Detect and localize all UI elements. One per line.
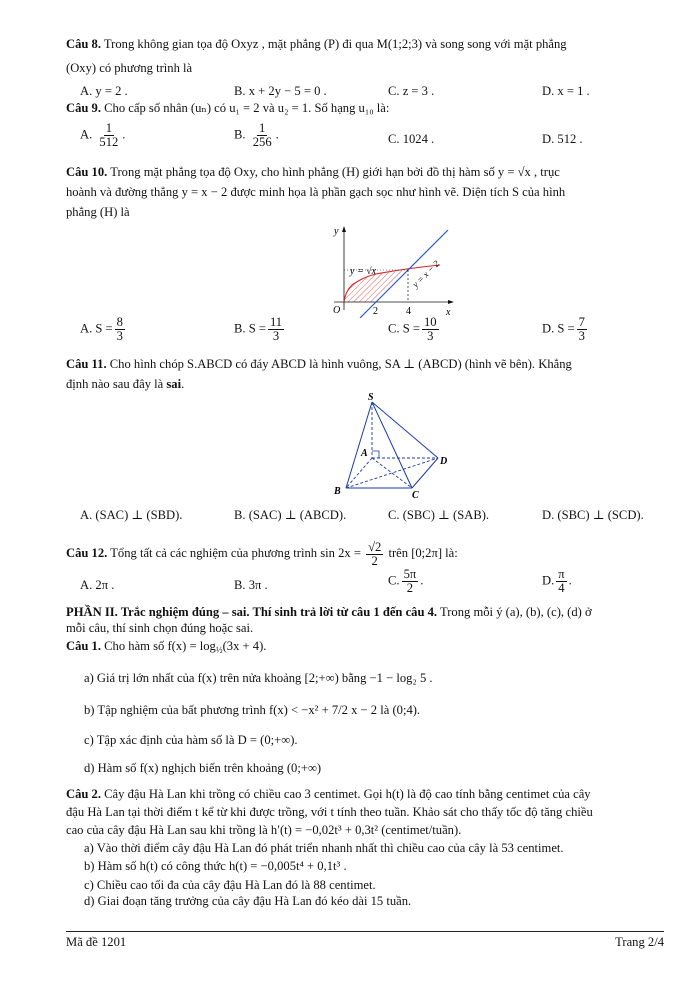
curve-label: y = √x bbox=[350, 266, 377, 277]
q10-option-d: D. S = $\frac{7}{3}$ bbox=[542, 315, 585, 343]
p2q2-line1: Câu 2. Cây đậu Hà Lan khi trồng có chiều cao 3 centimet. Gọi h(t) là độ cao tính bằng centimet của cây bbox=[66, 787, 591, 801]
q8-option-b: B. x + 2y − 5 = 0 . bbox=[234, 84, 327, 98]
q8-option-d: D. x = 1 . bbox=[542, 84, 590, 98]
p2q1-head: Câu 1. bbox=[66, 639, 101, 653]
q9-option-d: D. 512 . bbox=[542, 132, 583, 146]
q9-head: Câu 9. bbox=[66, 101, 101, 115]
q11-keyword: sai bbox=[166, 377, 182, 391]
label-A: A bbox=[361, 448, 368, 459]
q9-line1 bbox=[66, 100, 389, 116]
footer-rule bbox=[66, 931, 664, 932]
origin-label: O bbox=[333, 305, 341, 316]
q9-options bbox=[80, 122, 660, 158]
p2q2-head: Câu 2. bbox=[66, 787, 101, 801]
tick-4: 4 bbox=[406, 306, 411, 317]
label-B: B bbox=[334, 486, 341, 497]
q8-line2: (Oxy) có phương trình là bbox=[66, 61, 193, 75]
x-label: x bbox=[446, 307, 451, 318]
q10-option-b: B. S = $\frac{11}{3}$ bbox=[234, 315, 283, 343]
q8-line1 bbox=[66, 36, 567, 52]
q11-option-a: A. (SAC) ⊥ (SBD). bbox=[80, 508, 183, 522]
q11-text1: Cho hình chóp S.ABCD có đáy ABCD là hình vuông, SA ⊥ (ABCD) (hình vẽ bên). Khẳng bbox=[109, 357, 572, 371]
p2q2-line3: cao của cây đậu Hà Lan sau khi trồng là h′(t) = −0,02t³ + 0,3t² (centimet/tuần). bbox=[66, 823, 462, 837]
fraction: $\frac{1}{512}$ bbox=[99, 121, 119, 149]
fraction: $\frac{√2}{2}$ bbox=[368, 539, 382, 568]
q10-graph bbox=[320, 222, 460, 318]
p2q2-item-c: c) Chiều cao tối đa của cây đậu Hà Lan đó là 88 centimet. bbox=[84, 878, 376, 892]
q10-line3: phẳng (H) là bbox=[66, 205, 130, 219]
q11-options bbox=[80, 506, 660, 528]
part2-line1: PHẦN II. Trắc nghiệm đúng – sai. Thí sinh trả lời từ câu 1 đến câu 4. Trong mỗi ý (a), (b), (c), (d) ở bbox=[66, 605, 592, 619]
diag-AC bbox=[372, 458, 412, 488]
q11-option-c: C. (SBC) ⊥ (SAB). bbox=[388, 508, 490, 522]
edge-SD bbox=[372, 402, 438, 458]
q11-head: Câu 11. bbox=[66, 357, 107, 371]
p2q1-item-c: c) Tập xác định của hàm số là D = (0;+∞). bbox=[84, 733, 298, 747]
q10-options bbox=[80, 316, 660, 352]
q10-head: Câu 10. bbox=[66, 165, 108, 179]
p2q2-item-b: b) Hàm số h(t) có công thức h(t) = −0,005t⁴ + 0,1t³ . bbox=[84, 859, 347, 873]
q11-line2: định nào sau đây là sai. bbox=[66, 377, 185, 391]
q10-option-a: A. S = $\frac{8}{3}$ bbox=[80, 315, 123, 343]
exam-code: Mã đề 1201 bbox=[66, 935, 127, 949]
q8-head: Câu 8. bbox=[66, 37, 101, 51]
edge-SB bbox=[346, 402, 372, 488]
y-label: y bbox=[334, 226, 339, 237]
q8-text1: Trong không gian tọa độ Oxyz , mặt phẳng (P) đi qua M(1;2;3) và song song với mặt phẳng bbox=[103, 37, 567, 51]
p2q1-line: Câu 1. Cho hàm số $f(x) = \log_{\frac{1}{2}}(3x + 4)$. bbox=[66, 639, 267, 655]
part2-title: PHẦN II. Trắc nghiệm đúng – sai. Thí sinh trả lời từ câu 1 đến câu 4. bbox=[66, 605, 438, 619]
right-angle-mark bbox=[372, 451, 379, 458]
q8-option-c: C. z = 3 . bbox=[388, 84, 435, 98]
part2-line2: mỗi câu, thí sinh chọn đúng hoặc sai. bbox=[66, 621, 254, 635]
q9-option-b: B. $\frac{1}{256}$ . bbox=[234, 121, 279, 149]
p2q2-item-d: d) Giai đoạn tăng trưởng của cây đậu Hà Lan đó kéo dài 15 tuần. bbox=[84, 894, 412, 908]
q10-text1: Trong mặt phẳng tọa độ Oxy, cho hình phẳng (H) giới hạn bởi đồ thị hàm số y = √x , trục bbox=[110, 165, 560, 179]
x-arrow bbox=[448, 300, 454, 304]
q11-option-b: B. (SAC) ⊥ (ABCD). bbox=[234, 508, 347, 522]
q12-option-c: C. $\frac{5\pi}{2}$ . bbox=[388, 567, 424, 595]
p2q1-item-a: a) Giá trị lớn nhất của f(x) trên nửa khoảng [2;+∞) bằng −1 − log₂ 5 . bbox=[84, 671, 433, 685]
fraction: $\frac{1}{256}$ bbox=[252, 121, 272, 149]
q10-option-c: C. S = $\frac{10}{3}$ bbox=[388, 315, 437, 343]
line-label: y = x − 2 bbox=[410, 258, 442, 290]
edge-CD bbox=[412, 458, 438, 488]
label-D: D bbox=[440, 456, 448, 467]
q9-option-a: A. $\frac{1}{512}$ . bbox=[80, 121, 126, 149]
q10-line2: hoành và đường thẳng y = x − 2 được minh họa là phần gạch sọc như hình vẽ. Diện tích S của hình bbox=[66, 185, 566, 199]
fraction: $\frac{7}{3}$ bbox=[578, 315, 585, 343]
edge-AB bbox=[346, 458, 372, 488]
q8-option-a: A. y = 2 . bbox=[80, 84, 128, 98]
q12-line1: Câu 12. Tổng tất cả các nghiệm của phương trình sin 2x = $\frac{√2}{2}$ trên [0;2π] là: bbox=[66, 539, 458, 568]
q12-options bbox=[80, 568, 660, 602]
fraction: $\frac{11}{3}$ bbox=[269, 315, 283, 343]
page-number: Trang 2/4 bbox=[615, 935, 664, 949]
tick-2: 2 bbox=[373, 306, 378, 317]
q9-option-c: C. 1024 . bbox=[388, 132, 435, 146]
label-C: C bbox=[412, 490, 419, 500]
q12-head: Câu 12. bbox=[66, 546, 108, 560]
p2q1-item-d: d) Hàm số f(x) nghịch biến trên khoảng (0;+∞) bbox=[84, 761, 322, 775]
edge-SC bbox=[372, 402, 412, 488]
fraction: $\frac{8}{3}$ bbox=[116, 315, 123, 343]
q12-option-b: B. 3π . bbox=[234, 578, 268, 592]
p2q2-line2: đậu Hà Lan tại thời điểm t kể từ khi được trồng, với t tính theo tuần. Khảo sát cho thấy tốc độ tăng chiều bbox=[66, 805, 593, 819]
label-S: S bbox=[368, 392, 374, 403]
q9-text: Cho cấp số nhân (uₙ) có u₁ = 2 và u₂ = 1. Số hạng u₁₀ là: bbox=[104, 101, 390, 115]
fraction: $\frac{\pi}{4}$ bbox=[558, 567, 565, 595]
q11-option-d: D. (SBC) ⊥ (SCD). bbox=[542, 508, 644, 522]
q11-line1 bbox=[66, 356, 572, 372]
fraction: $\frac{10}{3}$ bbox=[423, 315, 437, 343]
q10-line1 bbox=[66, 164, 560, 180]
log-base: ½ bbox=[215, 645, 223, 655]
p2q2-item-a: a) Vào thời điểm cây đậu Hà Lan đó phát triển nhanh nhất thì chiều cao của cây là 53 centimet. bbox=[84, 841, 564, 855]
q12-option-a: A. 2π . bbox=[80, 578, 115, 592]
q12-option-d: D. $\frac{\pi}{4}$ . bbox=[542, 567, 572, 595]
q11-pyramid bbox=[326, 392, 456, 500]
y-arrow bbox=[342, 226, 346, 232]
fraction: $\frac{5\pi}{2}$ bbox=[403, 567, 417, 595]
p2q1-item-b: b) Tập nghiệm của bất phương trình f(x) < −x² + 7/2 x − 2 là (0;4). bbox=[84, 703, 421, 717]
